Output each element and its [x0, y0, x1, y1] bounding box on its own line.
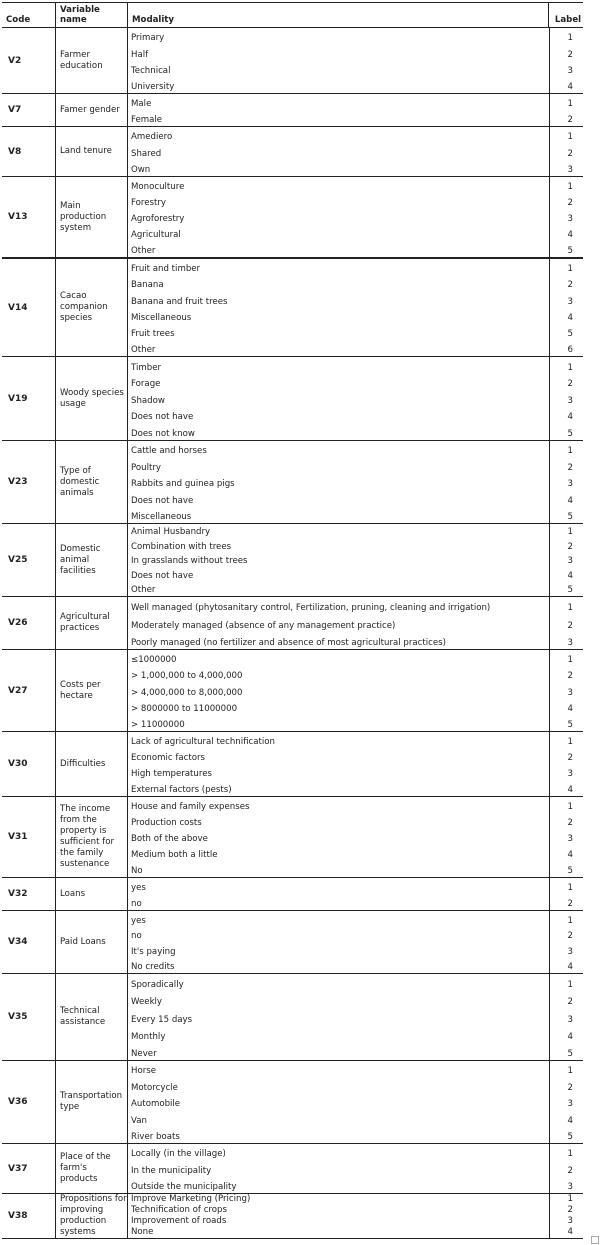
label-value: 1 — [567, 1149, 573, 1160]
table-row-group — [2, 650, 583, 732]
label-value: 3 — [567, 1014, 573, 1025]
label-value: 2 — [567, 280, 573, 291]
modality-item: Sporadically — [131, 980, 184, 991]
modality-item: River boats — [131, 1132, 180, 1143]
label-value: 3 — [567, 214, 573, 224]
modality-item: Miscellaneous — [131, 512, 192, 523]
modality-item: Never — [131, 1049, 157, 1060]
label-value: 5 — [567, 1049, 573, 1060]
modality-list — [127, 911, 549, 973]
label-value: 4 — [567, 703, 573, 714]
table-row-group — [2, 878, 583, 911]
modality-item: Banana — [131, 280, 164, 291]
variable-name: Woody species usage — [55, 357, 127, 440]
label-value: 5 — [567, 512, 573, 523]
modality-item: Shadow — [131, 395, 165, 406]
modality-item: > 4,000,000 to 8,000,000 — [131, 687, 243, 698]
label-value: 1 — [567, 883, 573, 893]
modality-item: Female — [131, 115, 163, 125]
label-value: 2 — [567, 198, 573, 208]
modality-item: Poorly managed (no fertilizer and absence of most agricultural practices) — [131, 637, 446, 648]
variable-name: Main production system — [55, 177, 127, 257]
label-value: 3 — [567, 687, 573, 698]
label-list — [549, 732, 585, 796]
label-value: 3 — [567, 479, 573, 490]
modality-item: > 11000000 — [131, 720, 185, 731]
modality-item: Monoculture — [131, 182, 185, 192]
header-code: Code — [6, 15, 31, 25]
label-value: 3 — [567, 164, 573, 175]
label-list — [549, 259, 585, 356]
label-value: 2 — [567, 997, 573, 1008]
label-value: 1 — [567, 132, 573, 143]
table-body — [2, 28, 583, 1239]
label-value: 4 — [567, 1227, 573, 1237]
modality-item: External factors (pests) — [131, 785, 232, 795]
label-list — [549, 911, 585, 973]
modality-item: It's paying — [131, 946, 176, 957]
modality-item: In grasslands without trees — [131, 556, 248, 567]
variable-name: Paid Loans — [55, 911, 127, 973]
label-value: 4 — [567, 495, 573, 506]
modality-item: Weekly — [131, 997, 163, 1008]
label-value: 3 — [567, 296, 573, 307]
modality-item: Miscellaneous — [131, 312, 192, 323]
label-list — [549, 650, 585, 731]
label-list — [549, 177, 585, 257]
variable-name: The income from the property is sufficient for the family sustenance — [55, 797, 127, 877]
modality-list — [127, 650, 549, 731]
modality-list — [127, 177, 549, 257]
variable-name: Domestic animal facilities — [55, 524, 127, 596]
variable-code: V30 — [8, 759, 28, 769]
table-row-group — [2, 732, 583, 797]
modality-item: Technification of crops — [131, 1205, 227, 1215]
modality-item: > 8000000 to 11000000 — [131, 703, 238, 714]
variable-code: V19 — [8, 393, 28, 404]
label-value: 1 — [567, 182, 573, 192]
table-row-group — [2, 597, 583, 650]
header-variable-name: Variable name — [55, 3, 127, 27]
modality-list — [127, 127, 549, 176]
label-list — [549, 1194, 585, 1238]
modality-item: Agroforestry — [131, 214, 185, 224]
label-value: 4 — [567, 1031, 573, 1042]
label-value: 4 — [567, 312, 573, 323]
label-value: 1 — [567, 264, 573, 275]
table-row-group — [2, 259, 583, 357]
label-value: 5 — [567, 246, 573, 256]
modality-item: Half — [131, 49, 149, 60]
label-value: 3 — [567, 769, 573, 779]
table-row-group — [2, 28, 583, 94]
header-modality: Modality — [127, 3, 548, 27]
modality-item: Does not have — [131, 495, 194, 506]
modality-item: no — [131, 931, 142, 941]
label-list — [549, 1061, 585, 1143]
variable-name: Loans — [55, 878, 127, 910]
modality-item: yes — [131, 915, 146, 926]
variable-name: Propositions for improving production systems — [55, 1194, 127, 1238]
table-row-group — [2, 177, 583, 259]
modality-item: High temperatures — [131, 769, 212, 779]
variable-code: V23 — [8, 477, 28, 487]
variable-name: Technical assistance — [55, 974, 127, 1060]
modality-item: Primary — [131, 33, 165, 44]
modality-item: Moderately managed (absence of any management practice) — [131, 620, 396, 631]
modality-item: Horse — [131, 1066, 157, 1077]
label-value: 2 — [567, 148, 573, 159]
modality-item: Banana and fruit trees — [131, 296, 228, 307]
label-list — [549, 974, 585, 1060]
modality-item: Agricultural — [131, 230, 181, 240]
modality-list — [127, 524, 549, 596]
modality-item: Automobile — [131, 1099, 181, 1110]
label-value: 6 — [567, 345, 573, 356]
label-value: 5 — [567, 866, 573, 876]
modality-item: No — [131, 866, 143, 876]
variable-code: V13 — [8, 212, 28, 222]
label-value: 5 — [567, 1132, 573, 1143]
label-list — [549, 441, 585, 523]
label-value: 2 — [567, 541, 573, 552]
label-list — [549, 524, 585, 596]
label-value: 1 — [567, 527, 573, 538]
variable-code: V34 — [8, 937, 28, 947]
modality-list — [127, 259, 549, 356]
label-value: 2 — [567, 899, 573, 909]
label-value: 4 — [567, 850, 573, 860]
variable-code: V14 — [8, 302, 28, 313]
modality-item: Forestry — [131, 198, 166, 208]
label-value: 2 — [567, 671, 573, 682]
label-value: 1 — [567, 603, 573, 614]
modality-item: yes — [131, 883, 146, 893]
variables-table — [2, 2, 583, 1239]
modality-item: Own — [131, 164, 151, 175]
table-header — [2, 2, 583, 28]
modality-item: Outside the municipality — [131, 1181, 237, 1192]
label-value: 4 — [567, 412, 573, 423]
label-value: 5 — [567, 585, 573, 596]
label-value: 2 — [567, 753, 573, 763]
modality-item: Technical — [131, 65, 171, 76]
modality-item: Economic factors — [131, 753, 205, 763]
label-list — [549, 597, 585, 649]
modality-list — [127, 797, 549, 877]
label-value: 4 — [567, 82, 573, 92]
label-value: 2 — [567, 1165, 573, 1176]
label-value: 5 — [567, 428, 573, 439]
modality-item: None — [131, 1227, 154, 1237]
label-value: 1 — [567, 446, 573, 457]
variable-code: V25 — [8, 555, 28, 565]
label-value: 2 — [567, 1082, 573, 1093]
variable-name: Agricultural practices — [55, 597, 127, 649]
variable-code: V2 — [8, 55, 22, 66]
label-list — [549, 28, 585, 93]
modality-item: Motorcycle — [131, 1082, 178, 1093]
table-row-group — [2, 441, 583, 524]
modality-item: No credits — [131, 962, 175, 972]
modality-list — [127, 441, 549, 523]
variable-name: Land tenure — [55, 127, 127, 176]
modality-item: Every 15 days — [131, 1014, 193, 1025]
table-row-group — [2, 127, 583, 177]
label-list — [549, 1144, 585, 1193]
modality-item: In the municipality — [131, 1165, 212, 1176]
variable-name: Cacao companion species — [55, 259, 127, 356]
modality-item: Shared — [131, 148, 162, 159]
variable-code: V36 — [8, 1097, 28, 1107]
modality-item: Lack of agricultural technification — [131, 737, 275, 747]
label-list — [549, 94, 585, 126]
modality-item: Production costs — [131, 818, 202, 828]
label-value: 1 — [567, 99, 573, 109]
label-value: 4 — [567, 785, 573, 795]
label-list — [549, 797, 585, 877]
modality-item: Amediero — [131, 132, 173, 143]
modality-item: Improve Marketing (Pricing) — [131, 1194, 251, 1204]
label-value: 2 — [567, 931, 573, 941]
modality-list — [127, 974, 549, 1060]
variable-code: V31 — [8, 832, 28, 842]
modality-list — [127, 878, 549, 910]
variable-code: V35 — [8, 1012, 28, 1022]
modality-list — [127, 357, 549, 440]
label-value: 4 — [567, 570, 573, 581]
label-value: 3 — [567, 637, 573, 648]
modality-item: Poultry — [131, 462, 161, 473]
variable-name: Famer gender — [55, 94, 127, 126]
variable-code: V32 — [8, 889, 28, 899]
resize-handle-icon — [591, 1236, 599, 1244]
label-value: 4 — [567, 962, 573, 972]
modality-item: Rabbits and guinea pigs — [131, 479, 235, 490]
modality-list — [127, 28, 549, 93]
label-value: 1 — [567, 362, 573, 373]
modality-item: Van — [131, 1115, 147, 1126]
modality-item: Combination with trees — [131, 541, 232, 552]
variable-code: V26 — [8, 618, 28, 628]
modality-item: Timber — [131, 362, 162, 373]
modality-item: ≤1000000 — [131, 655, 177, 666]
modality-item: Medium both a little — [131, 850, 218, 860]
table-row-group — [2, 1194, 583, 1239]
label-value: 2 — [567, 1205, 573, 1215]
label-list — [549, 878, 585, 910]
modality-item: House and family expenses — [131, 802, 250, 812]
modality-item: University — [131, 82, 175, 92]
label-value: 1 — [567, 980, 573, 991]
label-value: 2 — [567, 620, 573, 631]
label-value: 2 — [567, 49, 573, 60]
modality-item: Does not have — [131, 412, 194, 423]
modality-item: Other — [131, 585, 156, 596]
table-row-group — [2, 357, 583, 441]
label-value: 3 — [567, 395, 573, 406]
table-row-group — [2, 1061, 583, 1144]
table-row-group — [2, 911, 583, 974]
modality-item: Monthly — [131, 1031, 166, 1042]
variable-code: V7 — [8, 105, 22, 115]
modality-item: Fruit trees — [131, 328, 175, 339]
modality-item: Animal Husbandry — [131, 527, 211, 538]
label-value: 1 — [567, 655, 573, 666]
variable-name: Place of the farm's products — [55, 1144, 127, 1193]
variable-code: V8 — [8, 146, 22, 157]
label-value: 2 — [567, 818, 573, 828]
label-value: 5 — [567, 720, 573, 731]
table-row-group — [2, 974, 583, 1061]
label-value: 1 — [567, 915, 573, 926]
variable-code: V38 — [8, 1211, 28, 1221]
modality-item: Does not know — [131, 428, 195, 439]
variable-name: Type of domestic animals — [55, 441, 127, 523]
label-value: 4 — [567, 1115, 573, 1126]
label-list — [549, 357, 585, 440]
modality-item: Forage — [131, 379, 161, 390]
variable-name: Transportation type — [55, 1061, 127, 1143]
modality-item: Other — [131, 246, 156, 256]
modality-item: Well managed (phytosanitary control, Fertilization, pruning, cleaning and irrigation) — [131, 603, 491, 614]
label-value: 4 — [567, 230, 573, 240]
modality-list — [127, 732, 549, 796]
table-row-group — [2, 524, 583, 597]
modality-item: Locally (in the village) — [131, 1149, 226, 1160]
variable-name: Farmer education — [55, 28, 127, 93]
modality-list — [127, 1194, 549, 1238]
header-label: Label — [548, 3, 583, 27]
modality-list — [127, 1061, 549, 1143]
modality-item: Fruit and timber — [131, 264, 201, 275]
label-value: 1 — [567, 737, 573, 747]
label-value: 3 — [567, 1181, 573, 1192]
label-value: 1 — [567, 33, 573, 44]
modality-list — [127, 597, 549, 649]
table-row-group — [2, 797, 583, 878]
label-value: 1 — [567, 1066, 573, 1077]
variable-code: V37 — [8, 1163, 28, 1174]
label-value: 1 — [567, 802, 573, 812]
modality-list — [127, 94, 549, 126]
modality-item: > 1,000,000 to 4,000,000 — [131, 671, 243, 682]
modality-list — [127, 1144, 549, 1193]
label-value: 1 — [567, 1194, 573, 1204]
modality-item: no — [131, 899, 142, 909]
label-value: 2 — [567, 379, 573, 390]
modality-item: Male — [131, 99, 152, 109]
modality-item: Does not have — [131, 570, 194, 581]
label-value: 2 — [567, 115, 573, 125]
table-row-group — [2, 1144, 583, 1194]
table-row-group — [2, 94, 583, 127]
label-value: 3 — [567, 65, 573, 76]
label-value: 3 — [567, 556, 573, 567]
variable-name: Costs per hectare — [55, 650, 127, 731]
label-value: 3 — [567, 1099, 573, 1110]
label-value: 3 — [567, 834, 573, 844]
variable-code: V27 — [8, 685, 28, 696]
label-list — [549, 127, 585, 176]
modality-item: Both of the above — [131, 834, 208, 844]
modality-item: Improvement of roads — [131, 1216, 227, 1226]
label-value: 5 — [567, 328, 573, 339]
variable-name: Difficulties — [55, 732, 127, 796]
label-value: 3 — [567, 1216, 573, 1226]
modality-item: Cattle and horses — [131, 446, 207, 457]
modality-item: Other — [131, 345, 156, 356]
label-value: 3 — [567, 946, 573, 957]
label-value: 2 — [567, 462, 573, 473]
